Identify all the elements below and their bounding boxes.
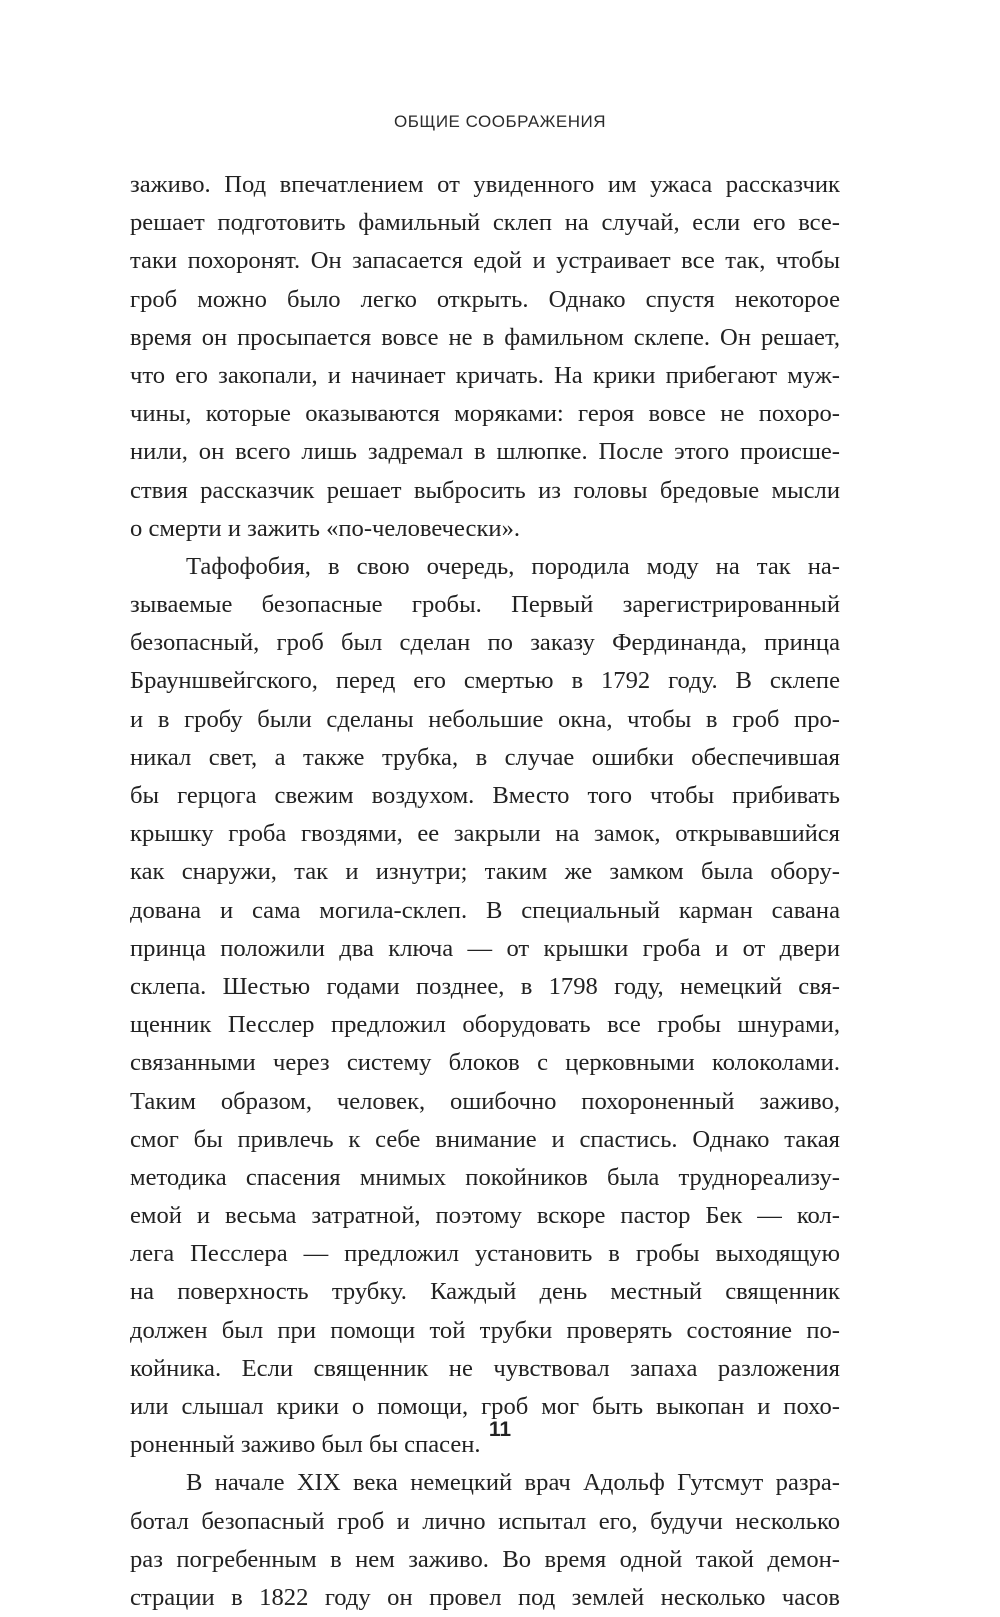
text-line: принца положили два ключа — от крышки гроба и от двери	[130, 934, 840, 962]
page-number: 11	[488, 1418, 512, 1441]
running-head: ОБЩИЕ СООБРАЖЕНИЯ	[394, 112, 606, 131]
text-line: лега Песслера — предложил установить в гробы выходящую	[130, 1240, 840, 1268]
text-line: чины, которые оказываются моряками: героя вовсе не похоро-	[130, 400, 840, 428]
text-line: гроб можно было легко открыть. Однако спустя некоторое	[130, 285, 840, 313]
text-line: время он просыпается вовсе не в фамильном склепе. Он решает,	[130, 323, 840, 351]
text-line: Брауншвейгского, перед его смертью в 1792 году. В склепе	[130, 667, 840, 695]
text-line: таки похоронят. Он запасается едой и устраивает все так, чтобы	[130, 247, 840, 275]
text-line: заживо. Под впечатлением от увиденного им ужаса рассказчик	[130, 171, 840, 198]
text-line: ботал безопасный гроб и лично испытал его, будучи несколько	[130, 1507, 840, 1535]
text-line: нили, он всего лишь задремал в шлюпке. После этого происше-	[130, 438, 840, 466]
text-line: на поверхность трубку. Каждый день местный священник	[130, 1278, 840, 1306]
text-line: койника. Если священник не чувствовал запаха разложения	[130, 1354, 840, 1382]
text-line: емой и весьма затратной, поэтому вскоре пастор Бек — кол-	[130, 1202, 840, 1230]
text-line: ствия рассказчик решает выбросить из головы бредовые мысли	[130, 476, 840, 504]
text-line: связанными через систему блоков с церковными колоколами.	[130, 1049, 840, 1077]
text-line: или слышал крики о помощи, гроб мог быть выкопан и похо-	[130, 1393, 840, 1420]
text-line: о смерти и зажить «по-человечески».	[130, 514, 521, 542]
body-text	[130, 166, 840, 1617]
text-line: смог бы привлечь к себе внимание и спастись. Однако такая	[130, 1125, 840, 1153]
text-line: безопасный, гроб был сделан по заказу Фердинанда, принца	[130, 629, 840, 657]
text-line: крышку гроба гвоздями, ее закрыли на замок, открывавшийся	[130, 820, 840, 848]
text-line: бы герцога свежим воздухом. Вместо того чтобы прибивать	[130, 782, 840, 809]
text-line: решает подготовить фамильный склеп на случай, если его все-	[130, 209, 840, 237]
text-line: щенник Песслер предложил оборудовать все гробы шнурами,	[130, 1011, 840, 1039]
text-line: что его закопали, и начинает кричать. На крики прибегают муж-	[130, 361, 840, 389]
text-line: Таким образом, человек, ошибочно похороненный заживо,	[130, 1087, 840, 1115]
text-line: В начале XIX века немецкий врач Адольф Гутсмут разра-	[186, 1469, 840, 1497]
text-line: никал свет, а также трубка, в случае ошибки обеспечившая	[130, 743, 840, 771]
text-line: зываемые безопасные гробы. Первый зарегистрированный	[130, 591, 840, 619]
text-line: как снаружи, так и изнутри; таким же замком была обору-	[130, 858, 840, 886]
text-line: страции в 1822 году он провел под землей несколько часов	[130, 1583, 840, 1611]
text-line: и в гробу были сделаны небольшие окна, чтобы в гроб про-	[130, 705, 840, 733]
text-line: методика спасения мнимых покойников была труднореализу-	[130, 1163, 840, 1191]
text-line: дована и сама могила-склеп. В специальный карман савана	[130, 896, 840, 924]
text-line: роненный заживо был бы спасен.	[130, 1431, 481, 1459]
text-line: должен был при помощи той трубки проверять состояние по-	[130, 1316, 840, 1344]
text-line: склепа. Шестью годами позднее, в 1798 году, немецкий свя-	[130, 972, 840, 1000]
text-line: раз погребенным в нем заживо. Во время одной такой демон-	[130, 1545, 840, 1573]
text-line: Тафофобия, в свою очередь, породила моду на так на-	[186, 552, 840, 580]
